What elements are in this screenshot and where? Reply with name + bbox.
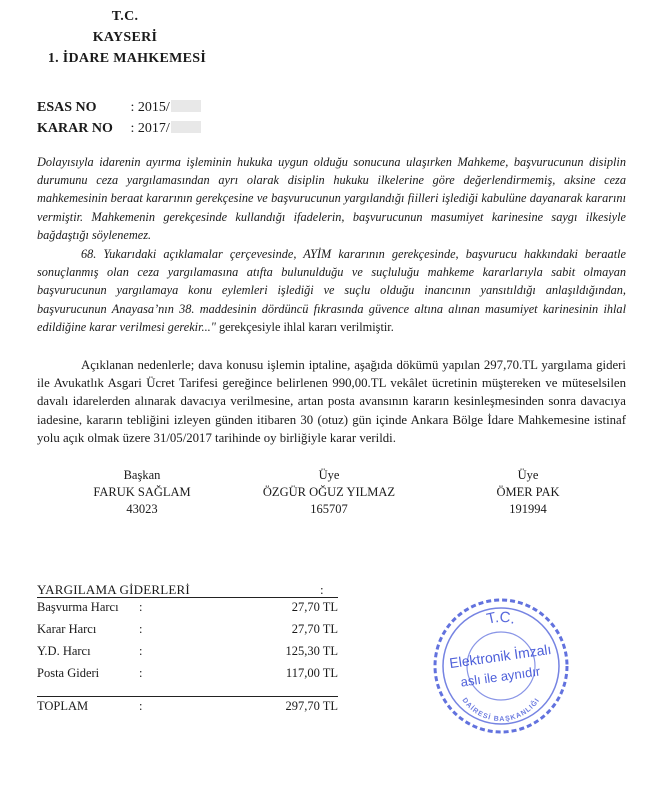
expense-total-label: TOPLAM (37, 699, 89, 713)
expense-amount: 125,30 TL (285, 644, 338, 658)
expense-label: Karar Harcı (37, 622, 97, 636)
expense-label: Posta Gideri (37, 666, 100, 680)
expense-row (37, 644, 338, 662)
expense-total-row (37, 699, 338, 717)
expense-row (37, 622, 338, 640)
expenses-title-colon: : (320, 582, 324, 597)
expense-amount: 117,00 TL (285, 666, 338, 680)
decision-paragraph: Açıklanan nedenlerle; dava konusu işlemin iptaline, aşağıda dökümü yapılan 297,70.TL yargılama gideri ile Avukatlık Asgari Ücret Tarifesi gereğince belirlenen 990,00.TL vekâlet ücretinin müştereken ve müteselsilen davalı idarelerden alınarak davacıya verilmesine, artan posta avansının kararın kesinleşmesinden sonra davacıya iadesine, kararın tebliğini izleyen günden itibaren 30 (otuz) gün içinde Ankara Bölge İdare Mahkemesine istinaf yolu açık olmak üzere 31/05/2017 tarihinde oy birliğiyle karar verildi. (37, 358, 626, 445)
stamp-line-1: Elektronik İmzalı (448, 640, 553, 672)
stamp-bottom-text: DAİRESİ BAŞKANLIĞI (460, 696, 542, 724)
expenses-title: YARGILAMA GİDERLERİ (37, 582, 190, 597)
expense-label: Y.D. Harcı (37, 644, 91, 658)
stamp-top-text: T.C. (485, 608, 518, 628)
expense-amount: 27,70 TL (291, 600, 338, 614)
signature-role: Başkan (123, 468, 161, 482)
signature-number: 191994 (509, 502, 547, 516)
expense-total-colon: : (139, 699, 143, 713)
expense-row (37, 666, 338, 684)
court-header-city: KAYSERİ (92, 30, 158, 45)
quote-paragraph-1: Dolayısıyla idarenin ayırma işleminin hukuka uygun olduğu sonucuna ulaşırken Mahkeme, başvurucunun disiplin durumunu ceza yargılamasından ayrı olarak disiplin hukuku ilkelerine göre değerlendirmemiş, aksine ceza mahkemesinin beraat kararının gerekçesine ve başvurucunun yargılandığı fiilleri işlediği kabulüne dayanarak kararını vermiştir. Mahkemenin gerekçesinde kullandığı ifadelerin, başvurucunun masumiyet karinesine saygı ilkesiyle bağdaştığı söylenemez. (37, 155, 626, 242)
redaction-block (171, 121, 201, 133)
signature-block-member-1 (239, 467, 419, 518)
karar-no-value: : 2017/ (130, 121, 170, 136)
karar-no-row (37, 121, 201, 137)
redaction-block (171, 100, 201, 112)
court-header-name: 1. İDARE MAHKEMESİ (47, 51, 207, 66)
quote-paragraph-2-tail: gerekçesiyle ihlal kararı verilmiştir. (215, 319, 394, 334)
expense-row (37, 600, 338, 618)
signature-block-member-2 (438, 467, 618, 518)
signature-name: ÖZGÜR OĞUZ YILMAZ (262, 485, 396, 499)
expense-colon: : (139, 644, 143, 658)
signature-name: ÖMER PAK (496, 485, 560, 499)
signature-number: 165707 (310, 502, 348, 516)
electronic-signature-stamp (430, 595, 572, 737)
signature-number: 43023 (126, 502, 158, 516)
signature-role: Üye (517, 468, 539, 482)
expense-label: Başvurma Harcı (37, 600, 119, 614)
signature-name: FARUK SAĞLAM (93, 485, 191, 499)
signature-role: Üye (318, 468, 340, 482)
stamp-line-2: aslı ile aynıdır (459, 663, 542, 690)
quote-paragraph-2-text: 68. Yukarıdaki açıklamalar çerçevesinde, AYİM kararının gerekçesinde, başvurucu hakkındaki beraatle sonuçlanmış olan ceza yargılamasına atıfta bulunulduğu ve suçluluğu mahkeme kararlarıyla sabit olmayan başvurucunun yargılamaya konu eylemleri işlediği ve suçlu olduğu inancının yansıtıldığı anlaşıldığından, başvurucunun Anayasa’nın 38. maddesinin dördüncü fıkrasında güvence altına alınan masumiyet karinesinin ihlal edildiğine karar verilmesi gerekir..." (37, 247, 626, 334)
expense-colon: : (139, 622, 143, 636)
court-header-tc: T.C. (111, 9, 139, 24)
expense-colon: : (139, 600, 143, 614)
esas-no-value: : 2015/ (130, 100, 170, 115)
stamp-seal-icon (430, 595, 572, 737)
expense-total-amount: 297,70 TL (285, 699, 338, 713)
expenses-total-rule (37, 696, 338, 697)
esas-no-label: ESAS NO (37, 100, 97, 115)
expenses-top-rule (37, 597, 338, 598)
esas-no-row (37, 100, 201, 116)
karar-no-label: KARAR NO (37, 121, 113, 136)
quote-paragraph-2 (37, 245, 626, 336)
expense-amount: 27,70 TL (291, 622, 338, 636)
expense-colon: : (139, 666, 143, 680)
signature-block-president (52, 467, 232, 518)
